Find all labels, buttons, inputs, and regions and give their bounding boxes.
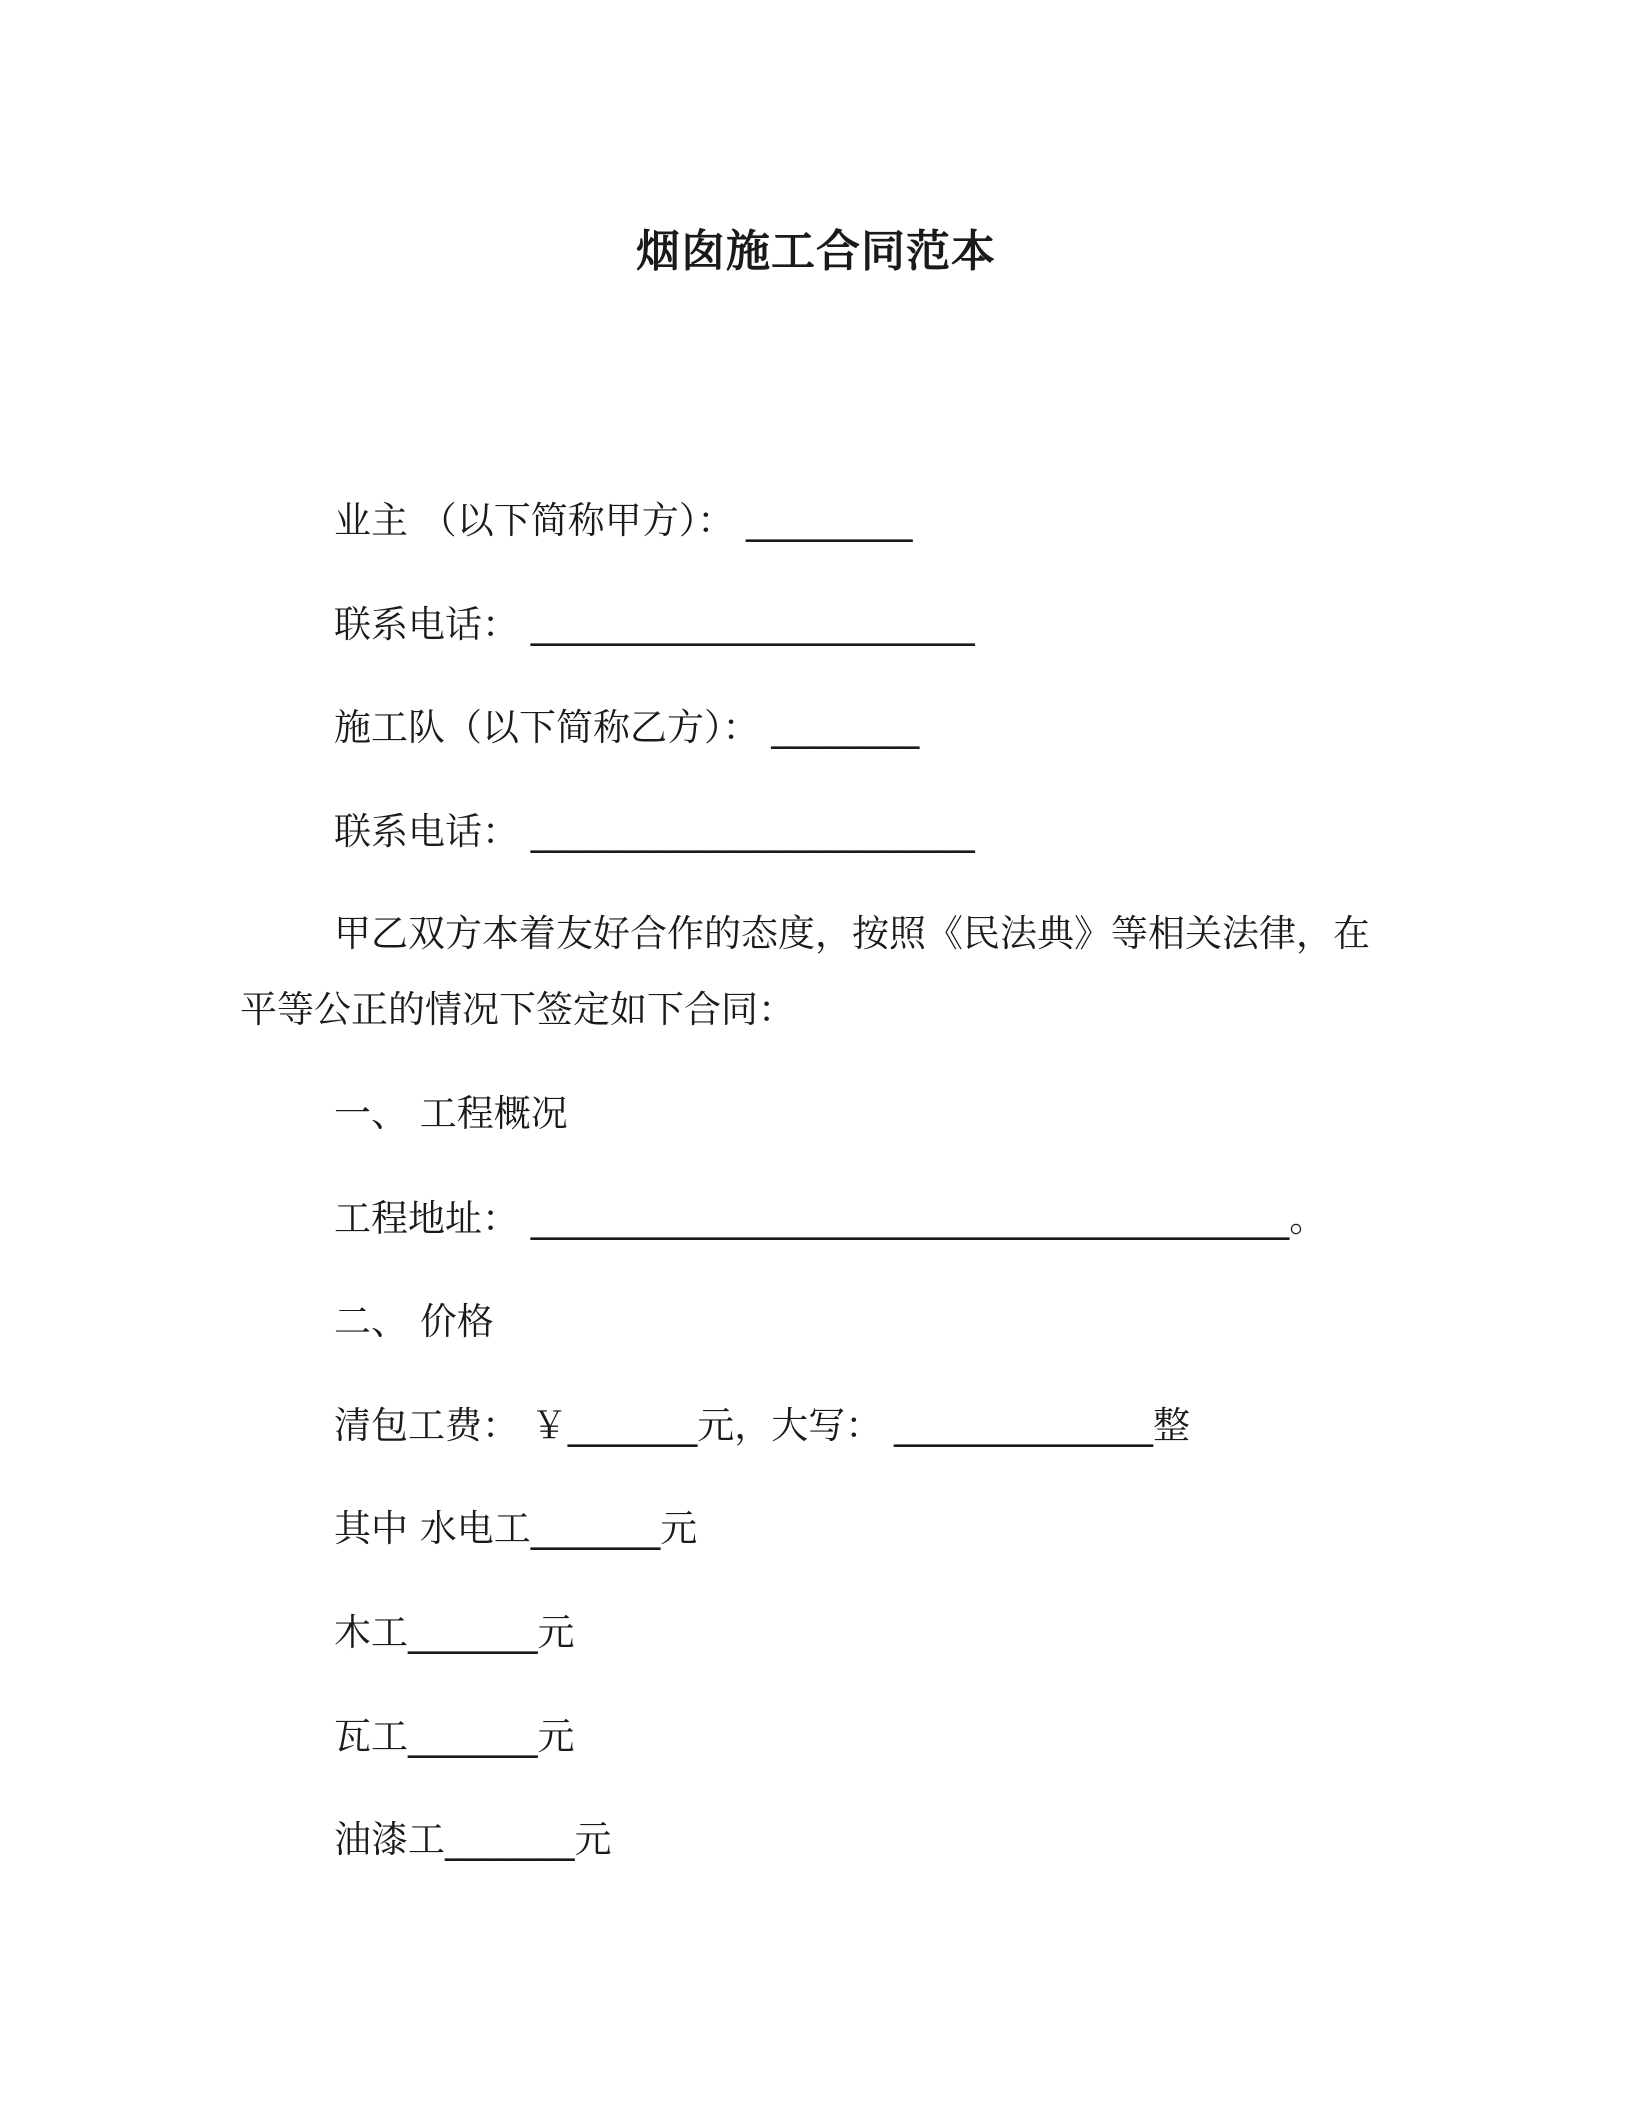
price-item-line: 其中 水电工_______元: [334, 1507, 698, 1550]
price-item-line: 木工_______元: [334, 1611, 575, 1654]
section-heading-price: 二、 价格: [334, 1300, 494, 1343]
project-address-line: 工程地址： _________________________________________。: [334, 1197, 1327, 1240]
team-phone-line: 联系电话： ________________________: [334, 810, 975, 853]
intro-paragraph: 甲乙双方本着友好合作的态度，按照《民法典》等相关法律，在平等公正的情况下签定如下合同：: [240, 912, 1370, 1031]
owner-phone-line: 联系电话： ________________________: [334, 603, 975, 646]
team-field-line: 施工队（以下简称乙方）： ________: [334, 706, 920, 749]
price-item-line: 瓦工_______元: [334, 1715, 575, 1758]
section-heading-overview: 一、 工程概况: [334, 1092, 568, 1135]
price-item-line: 油漆工_______元: [334, 1818, 612, 1861]
owner-field-line: 业主 （以下简称甲方）： _________: [334, 499, 913, 542]
document-title: 烟囱施工合同范本: [636, 226, 996, 277]
total-labor-fee-line: 清包工费： ￥_______元，大写： ______________整: [334, 1404, 1191, 1447]
